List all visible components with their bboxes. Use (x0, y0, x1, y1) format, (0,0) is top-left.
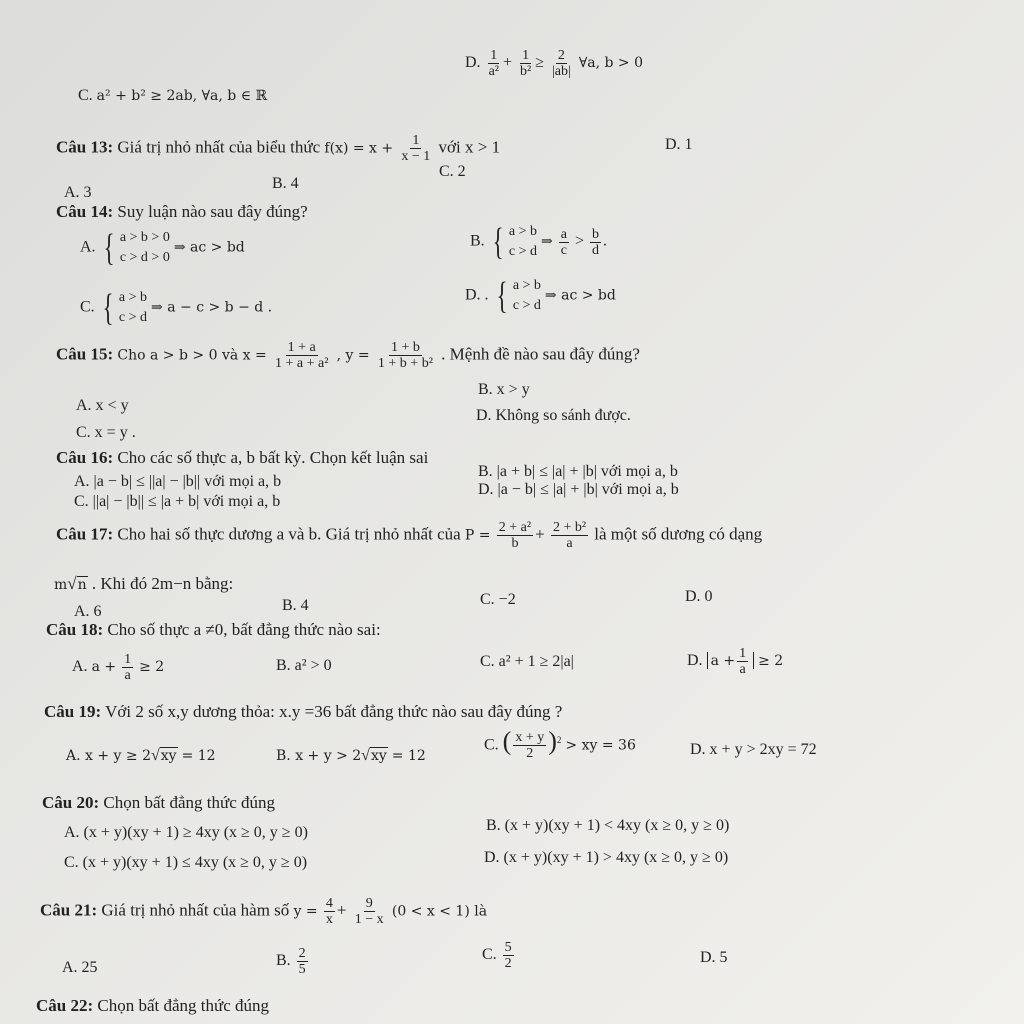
q20-option-d: D. (x + y)(xy + 1) > 4xy (x ≥ 0, y ≥ 0) (484, 849, 729, 866)
q16-stem: Câu 16: Cho các số thực a, b bất kỳ. Chọn kết luận sai (56, 448, 429, 467)
q19-option-b: B. x + y > 2√xy = 12 (276, 747, 426, 764)
q19-option-d: D. x + y > 2xy = 72 (690, 741, 817, 758)
q21-option-c: C. $\frac{5}{2}$ (482, 940, 512, 971)
q15-option-a: A. x < y (76, 397, 129, 414)
q21-stem: Câu 21: Giá trị nhỏ nhất của hàm số y = $\frac{4}{x}$ + $\frac{9}{1 - x}$ (0 < x < 1) là (40, 896, 488, 927)
q15-stem: Câu 15: Cho a > b > 0 và x = $\frac{1 + a}{\text{1 + a + a²}}$ , y = $\frac{1 + b}{\text{1 + b + b²}}$ . Mệnh đề nào sau đây đúng? (56, 340, 640, 371)
q13-option-d: D. 1 (665, 136, 693, 153)
q19-option-c: C. ( $\frac{x + y}{2}$ )$^2$ > xy = 36 (484, 726, 636, 762)
q20-option-b: B. (x + y)(xy + 1) < 4xy (x ≥ 0, y ≥ 0) (486, 817, 730, 834)
q15-option-d: D. Không so sánh được. (476, 407, 631, 424)
q17-stem-line2: m√n . Khi đó 2m−n bằng: (54, 574, 234, 593)
q21-option-a: A. 25 (62, 959, 98, 976)
q12-option-d: D. $\frac{1}{\text{a²}}$ + $\frac{1}{\text{b²}}$ ≥ $\frac{2}{|ab|}$ ∀a, b > 0 (465, 48, 644, 79)
q12-option-c: C. a² + b² ≥ 2ab, ∀a, b ∈ ℝ (78, 87, 268, 104)
q13-stem: Câu 13: Giá trị nhỏ nhất của biểu thức f(x) = x + $\frac{1}{x - 1}$ với x > 1 (56, 133, 501, 164)
q16-option-d: D. |a − b| ≤ |a| + |b| với mọi a, b (478, 481, 679, 498)
q18-stem: Câu 18: Cho số thực a ≠0, bất đẳng thức nào sai: (46, 620, 381, 639)
q16-option-c: C. ||a| − |b|| ≤ |a + b| với mọi a, b (74, 493, 281, 510)
q19-stem: Câu 19: Với 2 số x,y dương thỏa: x.y =36 bất đẳng thức nào sau đây đúng ? (44, 702, 563, 721)
q17-option-a: A. 6 (74, 603, 102, 620)
q15-option-b: B. x > y (478, 381, 530, 398)
q14-option-b: B. { a > b c > d ⇒ $\frac{a}{c}$ > $\frac{b}{d}$ . (470, 221, 608, 263)
q21-option-b: B. $\frac{2}{5}$ (276, 946, 306, 977)
q13-option-a: A. 3 (64, 184, 92, 201)
q17-option-c: C. −2 (480, 591, 516, 608)
q14-stem: Câu 14: Suy luận nào sau đây đúng? (56, 202, 308, 221)
q16-option-b: B. |a + b| ≤ |a| + |b| với mọi a, b (478, 463, 678, 480)
q15-option-c: C. x = y . (76, 424, 136, 441)
q20-stem: Câu 20: Chọn bất đẳng thức đúng (42, 793, 276, 812)
q16-option-a: A. |a − b| ≤ ||a| − |b|| với mọi a, b (74, 473, 282, 490)
q13-option-c: C. 2 (439, 163, 466, 180)
q21-option-d: D. 5 (700, 949, 728, 966)
q14-option-d: D. . { a > b c > d ⇒ ac > bd (465, 275, 616, 317)
q20-option-a: A. (x + y)(xy + 1) ≥ 4xy (x ≥ 0, y ≥ 0) (64, 824, 308, 841)
q22-stem: Câu 22: Chọn bất đẳng thức đúng (36, 996, 270, 1015)
q19-option-a: A. x + y ≥ 2√xy = 12 (66, 747, 216, 764)
q13-option-b: B. 4 (272, 175, 299, 192)
q14-option-a: A. { a > b > 0 c > d > 0 ⇒ ac > bd (80, 227, 245, 269)
q18-option-b: B. a² > 0 (276, 657, 332, 674)
q18-option-c: C. a² + 1 ≥ 2|a| (480, 653, 574, 670)
q17-stem: Câu 17: Cho hai số thực dương a và b. Giá trị nhỏ nhất của P = $\frac{\text{2 + a²}}{b}$ + $\frac{\text{2 + b²}}{a}$ là một số dương có dạng (56, 520, 763, 551)
q18-option-d: D. a + $\frac{1}{a}$ ≥ 2 (687, 646, 784, 677)
q17-option-d: D. 0 (685, 588, 713, 605)
q14-option-c: C. { a > b c > d ⇒ a − c > b − d . (80, 287, 273, 329)
q17-option-b: B. 4 (282, 597, 309, 614)
q20-option-c: C. (x + y)(xy + 1) ≤ 4xy (x ≥ 0, y ≥ 0) (64, 854, 308, 871)
q18-option-a: A. a + $\frac{1}{a}$ ≥ 2 (72, 652, 165, 683)
